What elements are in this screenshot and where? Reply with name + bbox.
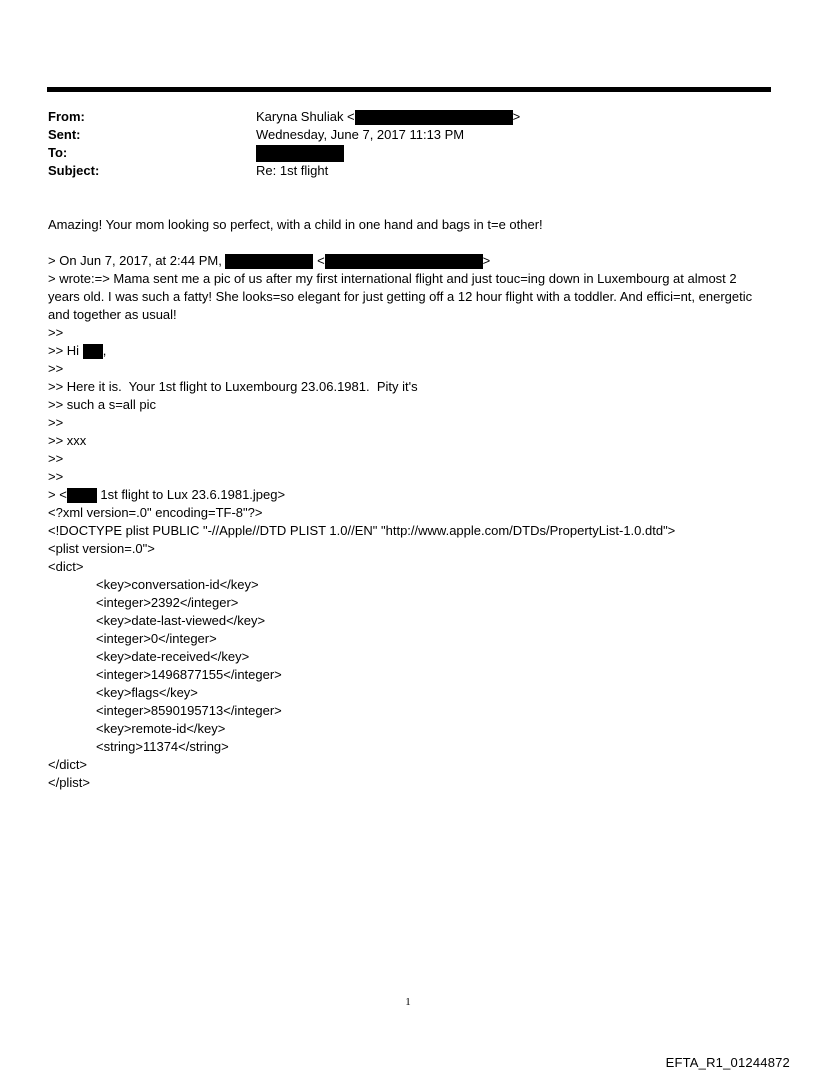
email-body: [48, 216, 768, 792]
from-row: [48, 108, 768, 126]
greeting-suffix: ,: [102, 343, 107, 358]
dict-entry: <key>conversation-id</key>: [96, 577, 259, 592]
redacted-greeting-name: [83, 344, 103, 359]
header-rule: [47, 87, 771, 92]
from-value: [256, 108, 520, 126]
to-label: To:: [48, 145, 68, 160]
redacted-sender-email: [325, 254, 483, 269]
quote-marker: >>: [48, 325, 64, 340]
to-row: [48, 144, 768, 162]
quote-marker: >>: [48, 469, 64, 484]
reply-text: Amazing! Your mom looking so perfect, with a child in one hand and bags in t=e other!: [48, 217, 543, 232]
dict-close: </dict>: [48, 757, 88, 772]
small-pic-line: >> such a s=all pic: [48, 397, 157, 412]
document-id: EFTA_R1_01244872: [665, 1055, 790, 1070]
dict-entry: <key>date-last-viewed</key>: [96, 613, 266, 628]
signoff-line: >> xxx: [48, 433, 87, 448]
dict-entry: <key>flags</key>: [96, 685, 198, 700]
here-line: >> Here it is. Your 1st flight to Luxembourg 23.06.1981. Pity it's: [48, 379, 418, 394]
redacted-from-email: [355, 110, 513, 125]
attachment-filename: 1st flight to Lux 23.6.1981.jpeg>: [96, 487, 286, 502]
dict-open: <dict>: [48, 559, 84, 574]
dict-entry: <integer>2392</integer>: [96, 595, 239, 610]
from-label: From:: [48, 109, 85, 124]
dict-entry: <integer>0</integer>: [96, 631, 217, 646]
quote-paragraph: > wrote:=> Mama sent me a pic of us after my first international flight and just touc=ing down in Luxembourg at almost 2 years old. I was such a fatty! She looks=so elegant for just getting off a 12 hour flight with a toddler. And effici=nt, energetic and together as usual!: [48, 271, 753, 322]
attachment-prefix: > <: [48, 487, 67, 502]
blank-line: [48, 234, 768, 252]
quote-intro-gt: >: [482, 253, 491, 268]
sent-label: Sent:: [48, 127, 81, 142]
dict-entry: <key>date-received</key>: [96, 649, 250, 664]
greeting-prefix: >> Hi: [48, 343, 80, 358]
attachment-line: [48, 486, 768, 504]
dict-entry: <string>11374</string>: [96, 739, 229, 754]
dict-entry: <key>remote-id</key>: [96, 721, 226, 736]
redacted-sender-name: [225, 254, 313, 269]
plist-open: <plist version=.0">: [48, 541, 155, 556]
subject-row: [48, 162, 768, 180]
greeting-line: [48, 342, 768, 360]
sent-row: [48, 126, 768, 144]
subject-value: Re: 1st flight: [256, 163, 329, 178]
sent-value: Wednesday, June 7, 2017 11:13 PM: [256, 127, 465, 142]
to-value: [256, 144, 344, 162]
quote-marker: >>: [48, 451, 64, 466]
from-name: Karyna Shuliak <: [256, 109, 355, 124]
quote-intro: [48, 252, 768, 270]
quote-intro-lt: <: [317, 253, 325, 268]
redacted-attachment-name: [67, 488, 97, 503]
quote-marker: >>: [48, 415, 64, 430]
plist-close: </plist>: [48, 775, 90, 790]
from-close: >: [512, 109, 521, 124]
dict-entry: <integer>8590195713</integer>: [96, 703, 282, 718]
quote-marker: >>: [48, 361, 64, 376]
email-header: [48, 108, 768, 180]
subject-label: Subject:: [48, 163, 100, 178]
page-number: 1: [405, 996, 411, 1008]
quote-intro-date: > On Jun 7, 2017, at 2:44 PM,: [48, 253, 222, 268]
xml-declaration: <?xml version=.0" encoding=TF-8"?>: [48, 505, 263, 520]
doctype-line: <!DOCTYPE plist PUBLIC "-//Apple//DTD PLIST 1.0//EN" "http://www.apple.com/DTDs/PropertyList-1.0.dtd">: [48, 523, 676, 538]
redacted-recipient: [256, 145, 344, 162]
dict-entry: <integer>1496877155</integer>: [96, 667, 282, 682]
